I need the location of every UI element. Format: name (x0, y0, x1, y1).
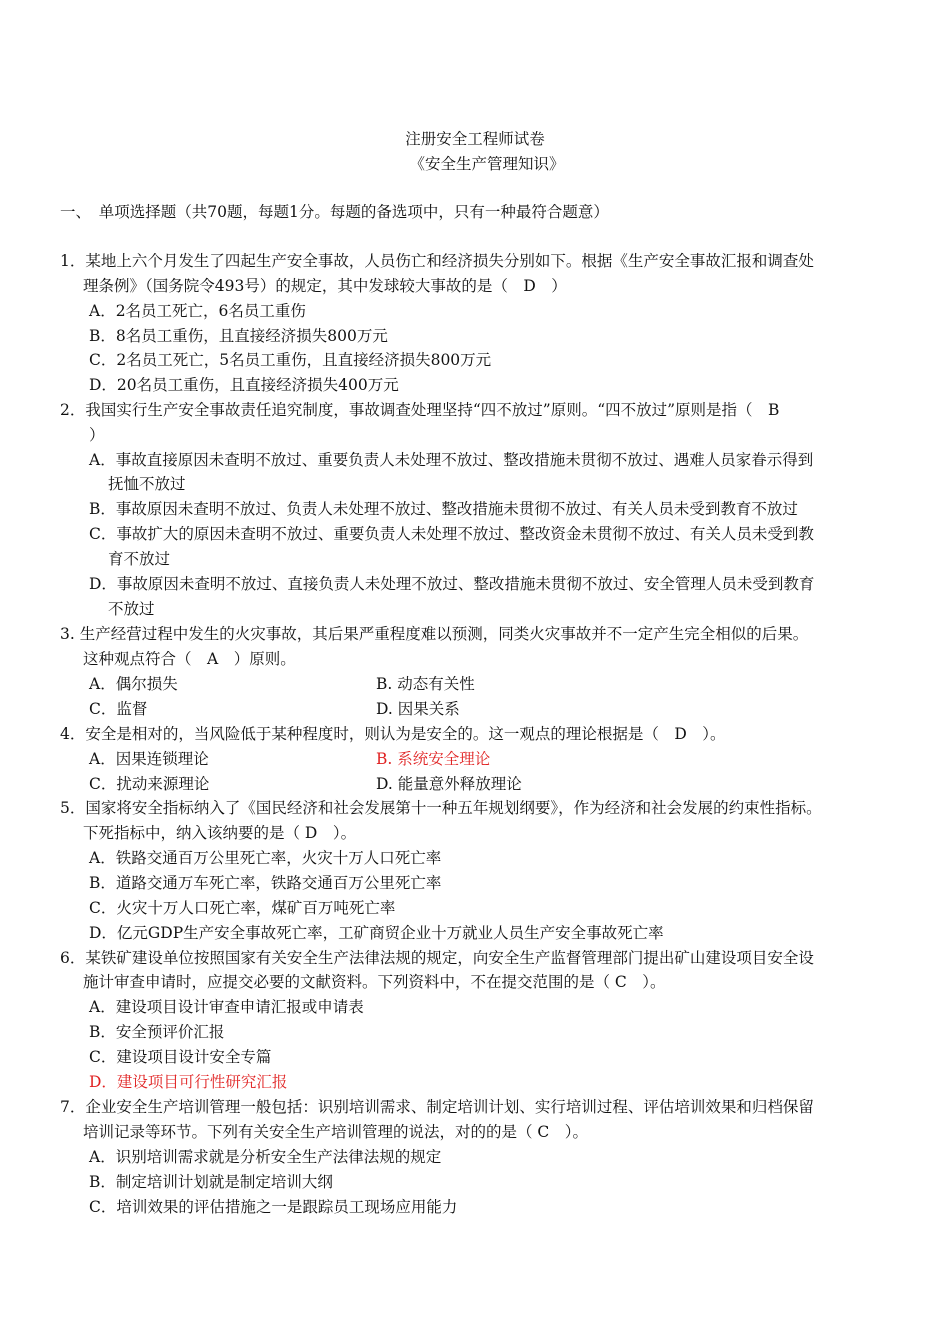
question-7-option-c: C．培训效果的评估措施之一是跟踪员工现场应用能力 (89, 1198, 458, 1216)
question-2-option-b: B．事故原因未查明不放过、负责人未处理不放过、整改措施未贯彻不放过、有关人员未受到教育不放过 (89, 500, 798, 518)
question-4-option-d: D. 能量意外释放理论 (376, 775, 522, 793)
question-3-option-b: B. 动态有关性 (376, 675, 475, 693)
question-6-stem-line-2: 施计审查申请时，应提交必要的文献资料。下列资料中，不在提交范围的是（ C ）。 (83, 973, 666, 991)
question-1-stem-line-1: 1．某地上六个月发生了四起生产安全事故，人员伤亡和经济损失分别如下。根据《生产安全事故汇报和调查处 (60, 252, 814, 270)
question-7-option-a: A．识别培训需求就是分析安全生产法律法规的规定 (89, 1148, 442, 1166)
question-2-option-a-line-1: A．事故直接原因未查明不放过、重要负责人未处理不放过、整改措施未贯彻不放过、遇难人员家眷示得到 (89, 451, 814, 469)
question-5-option-b: B．道路交通万车死亡率，铁路交通百万公里死亡率 (89, 874, 442, 892)
question-4-option-b: B. 系统安全理论 (376, 750, 491, 768)
question-6-option-a: A．建设项目设计审查申请汇报或申请表 (89, 998, 364, 1016)
question-2-stem-line-1: 2．我国实行生产安全事故责任追究制度，事故调查处理坚持“四不放过”原则。“四不放过”原则是指（ B (60, 401, 780, 419)
question-7-stem-line-1: 7．企业安全生产培训管理一般包括：识别培训需求、制定培训计划、实行培训过程、评估培训效果和归档保留 (60, 1098, 814, 1116)
section-heading: 一、 单项选择题（共70题，每题1分。每题的备选项中，只有一种最符合题意） (60, 203, 609, 221)
question-3-stem-line-2: 这种观点符合（ A ）原则。 (83, 650, 296, 668)
question-6-option-d: D．建设项目可行性研究汇报 (89, 1073, 288, 1091)
question-3-option-c: C．监督 (89, 700, 148, 718)
question-2-option-c-line-2: 育不放过 (108, 550, 171, 568)
question-2-option-a-line-2: 抚恤不放过 (108, 475, 186, 493)
question-7-stem-line-2: 培训记录等环节。下列有关安全生产培训管理的说法，对的的是（ C ）。 (83, 1123, 589, 1141)
page-subtitle: 《安全生产管理知识》 (409, 155, 565, 173)
question-4-stem: 4．安全是相对的，当风险低于某种程度时，则认为是安全的。这一观点的理论根据是（ D ）。 (60, 725, 726, 743)
question-5-option-c: C．火灾十万人口死亡率，煤矿百万吨死亡率 (89, 899, 396, 917)
question-1-stem-line-2: 理条例》（国务院令493号）的规定，其中发球较大事故的是（ D ） (83, 277, 567, 295)
question-5-option-a: A．铁路交通百万公里死亡率，火灾十万人口死亡率 (89, 849, 442, 867)
question-3-option-d: D. 因果关系 (376, 700, 460, 718)
question-1-option-b: B．8名员工重伤，且直接经济损失800万元 (89, 327, 388, 345)
question-7-option-b: B．制定培训计划就是制定培训大纲 (89, 1173, 333, 1191)
question-3-stem-line-1: 3. 生产经营过程中发生的火灾事故，其后果严重程度难以预测，同类火灾事故并不一定产生完全相似的后果。 (60, 625, 809, 643)
page-title: 注册安全工程师试卷 (405, 130, 545, 148)
question-5-stem-line-2: 下死指标中，纳入该纳要的是（ D ）。 (83, 824, 357, 842)
question-2-option-d-line-2: 不放过 (108, 600, 155, 618)
question-6-option-b: B．安全预评价汇报 (89, 1023, 225, 1041)
question-1-option-c: C．2名员工死亡，5名员工重伤，且直接经济损失800万元 (89, 351, 492, 369)
question-4-option-c: C．扰动来源理论 (89, 775, 210, 793)
question-5-option-d: D．亿元GDP生产安全事故死亡率，工矿商贸企业十万就业人员生产安全事故死亡率 (89, 924, 664, 942)
question-2-option-d-line-1: D．事故原因未查明不放过、直接负责人未处理不放过、整改措施未贯彻不放过、安全管理人员未受到教育 (89, 575, 815, 593)
question-1-option-d: D．20名员工重伤，且直接经济损失400万元 (89, 376, 399, 394)
question-5-stem-line-1: 5．国家将安全指标纳入了《国民经济和社会发展第十一种五年规划纲要》，作为经济和社会发展的约束性指标。 (60, 799, 822, 817)
question-1-option-a: A．2名员工死亡，6名员工重伤 (89, 302, 306, 320)
question-6-option-c: C．建设项目设计安全专篇 (89, 1048, 272, 1066)
question-6-stem-line-1: 6．某铁矿建设单位按照国家有关安全生产法律法规的规定，向安全生产监督管理部门提出矿山建设项目安全设 (60, 949, 814, 967)
question-2-stem-line-2: ） (89, 426, 105, 444)
question-2-option-c-line-1: C．事故扩大的原因未查明不放过、重要负责人未处理不放过、整改资金未贯彻不放过、有关人员未受到教 (89, 525, 814, 543)
question-4-option-a: A．因果连锁理论 (89, 750, 209, 768)
question-3-option-a: A．偶尔损失 (89, 675, 178, 693)
